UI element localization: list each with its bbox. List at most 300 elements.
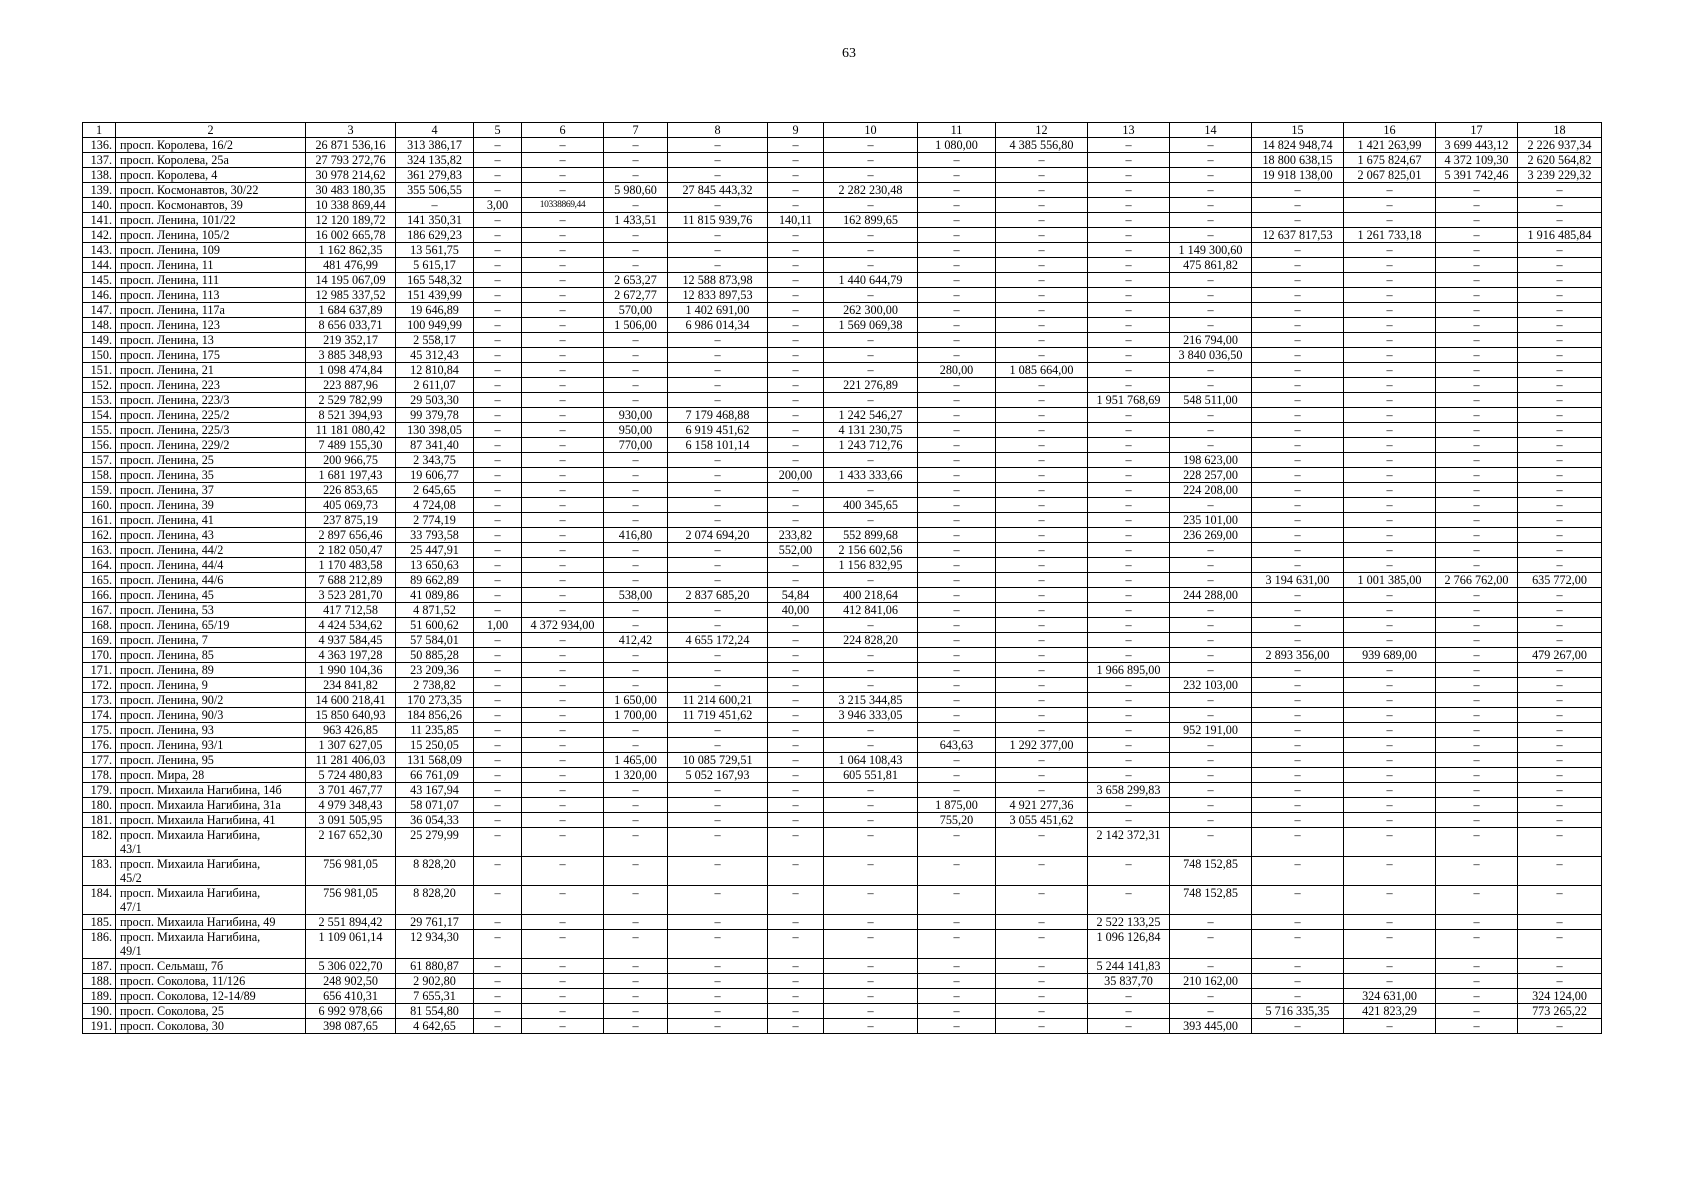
column-number-row — [83, 123, 1602, 138]
value-cell: – — [1344, 453, 1436, 468]
value-cell: 7 655,31 — [396, 989, 474, 1004]
column-number-cell: 16 — [1344, 123, 1436, 138]
column-number-cell: 18 — [1518, 123, 1602, 138]
value-cell: 30 483 180,35 — [306, 183, 396, 198]
value-cell: – — [1344, 768, 1436, 783]
value-cell: – — [1088, 708, 1170, 723]
row-number-cell: 179. — [83, 783, 116, 798]
value-cell: – — [996, 989, 1088, 1004]
value-cell: 361 279,83 — [396, 168, 474, 183]
value-cell: – — [604, 959, 668, 974]
value-cell: – — [824, 333, 918, 348]
value-cell: – — [1518, 857, 1602, 886]
value-cell: – — [1436, 303, 1518, 318]
value-cell: – — [474, 333, 522, 348]
value-cell: – — [996, 243, 1088, 258]
row-number-cell: 151. — [83, 363, 116, 378]
value-cell: – — [768, 243, 824, 258]
value-cell: 412,42 — [604, 633, 668, 648]
value-cell: 12 120 189,72 — [306, 213, 396, 228]
column-number-cell: 17 — [1436, 123, 1518, 138]
value-cell: – — [522, 228, 604, 243]
value-cell: – — [522, 558, 604, 573]
value-cell: – — [918, 153, 996, 168]
value-cell: – — [1170, 573, 1252, 588]
row-number-cell: 158. — [83, 468, 116, 483]
table-row — [83, 513, 1602, 528]
table-row — [83, 528, 1602, 543]
value-cell: 1 951 768,69 — [1088, 393, 1170, 408]
value-cell: – — [768, 198, 824, 213]
table-row — [83, 618, 1602, 633]
value-cell: – — [1170, 318, 1252, 333]
row-number-cell: 164. — [83, 558, 116, 573]
value-cell: – — [768, 498, 824, 513]
value-cell: – — [1252, 303, 1344, 318]
value-cell: – — [474, 915, 522, 930]
value-cell: – — [474, 783, 522, 798]
value-cell: 1 096 126,84 — [1088, 930, 1170, 959]
value-cell: – — [1436, 333, 1518, 348]
value-cell: – — [1252, 753, 1344, 768]
value-cell: 30 978 214,62 — [306, 168, 396, 183]
value-cell: 26 871 536,16 — [306, 138, 396, 153]
value-cell: – — [1344, 243, 1436, 258]
value-cell: 2 522 133,25 — [1088, 915, 1170, 930]
page-number: 63 — [842, 46, 856, 61]
address-cell: просп. Ленина, 39 — [116, 498, 306, 513]
value-cell: – — [918, 915, 996, 930]
value-cell: 2 182 050,47 — [306, 543, 396, 558]
value-cell: – — [522, 303, 604, 318]
value-cell: – — [1344, 393, 1436, 408]
value-cell: – — [1252, 783, 1344, 798]
value-cell: – — [522, 168, 604, 183]
value-cell: – — [668, 678, 768, 693]
value-cell: – — [522, 393, 604, 408]
value-cell: – — [1088, 198, 1170, 213]
value-cell: – — [522, 153, 604, 168]
address-cell: просп. Михаила Нагибина, 49 — [116, 915, 306, 930]
value-cell: – — [1436, 989, 1518, 1004]
address-cell: просп. Ленина, 9 — [116, 678, 306, 693]
value-cell: 417 712,58 — [306, 603, 396, 618]
value-cell: – — [604, 738, 668, 753]
value-cell: – — [996, 168, 1088, 183]
table-row — [83, 408, 1602, 423]
value-cell: – — [1518, 363, 1602, 378]
value-cell: 4 363 197,28 — [306, 648, 396, 663]
value-cell: – — [1170, 828, 1252, 857]
value-cell: 1 098 474,84 — [306, 363, 396, 378]
value-cell: – — [824, 989, 918, 1004]
row-number-cell: 172. — [83, 678, 116, 693]
value-cell: – — [996, 588, 1088, 603]
value-cell: 11 235,85 — [396, 723, 474, 738]
value-cell: – — [918, 989, 996, 1004]
value-cell: – — [1088, 228, 1170, 243]
value-cell: – — [768, 857, 824, 886]
value-cell: – — [522, 318, 604, 333]
value-cell: – — [1518, 468, 1602, 483]
value-cell: 8 828,20 — [396, 857, 474, 886]
value-cell: – — [604, 363, 668, 378]
value-cell: – — [1252, 393, 1344, 408]
value-cell: 1 080,00 — [918, 138, 996, 153]
value-cell: – — [918, 438, 996, 453]
address-cell: просп. Ленина, 21 — [116, 363, 306, 378]
value-cell: – — [824, 663, 918, 678]
value-cell: – — [1436, 228, 1518, 243]
value-cell: – — [1170, 798, 1252, 813]
table-row — [83, 768, 1602, 783]
value-cell: – — [522, 693, 604, 708]
value-cell: – — [1344, 813, 1436, 828]
value-cell: – — [768, 288, 824, 303]
value-cell: – — [996, 318, 1088, 333]
address-cell: просп. Ленина, 90/3 — [116, 708, 306, 723]
value-cell: – — [1088, 857, 1170, 886]
value-cell: – — [918, 768, 996, 783]
value-cell: – — [1518, 558, 1602, 573]
value-cell: – — [996, 783, 1088, 798]
value-cell: – — [1088, 153, 1170, 168]
value-cell: 4 921 277,36 — [996, 798, 1088, 813]
table-row — [83, 857, 1602, 886]
value-cell: – — [522, 708, 604, 723]
value-cell: – — [604, 1004, 668, 1019]
value-cell: – — [996, 213, 1088, 228]
value-cell: 200 966,75 — [306, 453, 396, 468]
value-cell: – — [668, 974, 768, 989]
value-cell: 952 191,00 — [1170, 723, 1252, 738]
value-cell: – — [604, 783, 668, 798]
value-cell: – — [522, 183, 604, 198]
value-cell: 16 002 665,78 — [306, 228, 396, 243]
value-cell: – — [1518, 453, 1602, 468]
value-cell: – — [918, 857, 996, 886]
value-cell: – — [1344, 423, 1436, 438]
value-cell: – — [996, 618, 1088, 633]
value-cell: – — [474, 243, 522, 258]
value-cell: – — [1518, 333, 1602, 348]
value-cell: – — [474, 930, 522, 959]
table-row — [83, 1019, 1602, 1034]
value-cell: – — [1518, 303, 1602, 318]
value-cell: – — [1344, 468, 1436, 483]
value-cell: – — [1436, 663, 1518, 678]
value-cell: – — [1252, 363, 1344, 378]
row-number-cell: 149. — [83, 333, 116, 348]
value-cell: 81 554,80 — [396, 1004, 474, 1019]
value-cell: – — [522, 633, 604, 648]
value-cell: – — [668, 558, 768, 573]
value-cell: – — [1344, 348, 1436, 363]
value-cell: – — [522, 378, 604, 393]
value-cell: – — [1088, 183, 1170, 198]
value-cell: – — [1518, 273, 1602, 288]
value-cell: – — [996, 768, 1088, 783]
value-cell: – — [996, 198, 1088, 213]
address-line: просп. Михаила Нагибина, — [120, 930, 261, 944]
value-cell: – — [1088, 738, 1170, 753]
value-cell: 1 149 300,60 — [1170, 243, 1252, 258]
value-cell: – — [474, 573, 522, 588]
value-cell: 200,00 — [768, 468, 824, 483]
value-cell: – — [918, 783, 996, 798]
value-cell: – — [668, 798, 768, 813]
value-cell: – — [474, 723, 522, 738]
value-cell: – — [604, 258, 668, 273]
value-cell: – — [1088, 288, 1170, 303]
value-cell: – — [918, 723, 996, 738]
value-cell: – — [996, 258, 1088, 273]
value-cell: 4 131 230,75 — [824, 423, 918, 438]
value-cell: – — [604, 603, 668, 618]
value-cell: – — [668, 138, 768, 153]
value-cell: – — [996, 453, 1088, 468]
value-cell: – — [996, 753, 1088, 768]
value-cell: – — [522, 828, 604, 857]
table-row — [83, 348, 1602, 363]
value-cell: 1,00 — [474, 618, 522, 633]
value-cell: – — [474, 273, 522, 288]
value-cell: 756 981,05 — [306, 857, 396, 886]
value-cell: – — [1344, 959, 1436, 974]
value-cell: 398 087,65 — [306, 1019, 396, 1034]
value-cell: – — [1088, 753, 1170, 768]
value-cell: 7 688 212,89 — [306, 573, 396, 588]
value-cell: – — [768, 783, 824, 798]
row-number-cell: 136. — [83, 138, 116, 153]
value-cell: – — [474, 438, 522, 453]
value-cell: – — [1252, 738, 1344, 753]
value-cell: – — [1088, 438, 1170, 453]
value-cell: – — [1252, 498, 1344, 513]
value-cell: – — [918, 708, 996, 723]
value-cell: – — [1344, 213, 1436, 228]
value-cell: 15 850 640,93 — [306, 708, 396, 723]
value-cell: – — [474, 498, 522, 513]
value-cell: 36 054,33 — [396, 813, 474, 828]
table-row — [83, 468, 1602, 483]
value-cell: 221 276,89 — [824, 378, 918, 393]
value-cell: 2 156 602,56 — [824, 543, 918, 558]
value-cell: – — [1252, 213, 1344, 228]
value-cell: – — [768, 438, 824, 453]
value-cell: – — [996, 886, 1088, 915]
value-cell: – — [1344, 798, 1436, 813]
value-cell: – — [522, 648, 604, 663]
value-cell: – — [474, 213, 522, 228]
value-cell: – — [768, 828, 824, 857]
value-cell: – — [1088, 273, 1170, 288]
value-cell: – — [474, 974, 522, 989]
value-cell: – — [474, 588, 522, 603]
value-cell: – — [474, 483, 522, 498]
value-cell: – — [918, 348, 996, 363]
value-cell: – — [1088, 498, 1170, 513]
value-cell: – — [1088, 243, 1170, 258]
value-cell: – — [522, 974, 604, 989]
value-cell: – — [522, 408, 604, 423]
address-cell: просп. Космонавтов, 39 — [116, 198, 306, 213]
value-cell: – — [768, 513, 824, 528]
value-cell: 170 273,35 — [396, 693, 474, 708]
value-cell: 25 279,99 — [396, 828, 474, 857]
value-cell: – — [1170, 228, 1252, 243]
value-cell: 40,00 — [768, 603, 824, 618]
value-cell: – — [1518, 753, 1602, 768]
value-cell: – — [918, 648, 996, 663]
value-cell: – — [918, 959, 996, 974]
value-cell: – — [824, 573, 918, 588]
value-cell: – — [1252, 558, 1344, 573]
address-cell: просп. Ленина, 111 — [116, 273, 306, 288]
value-cell: – — [768, 393, 824, 408]
value-cell: – — [1170, 543, 1252, 558]
value-cell: 1 001 385,00 — [1344, 573, 1436, 588]
address-cell: просп. Ленина, 43 — [116, 528, 306, 543]
value-cell: – — [604, 453, 668, 468]
value-cell: – — [996, 915, 1088, 930]
column-number-cell: 4 — [396, 123, 474, 138]
value-cell: – — [918, 183, 996, 198]
address-line: 49/1 — [120, 944, 142, 958]
value-cell: – — [474, 708, 522, 723]
value-cell: – — [474, 138, 522, 153]
address-cell: просп. Ленина, 229/2 — [116, 438, 306, 453]
value-cell: – — [668, 603, 768, 618]
value-cell: – — [1518, 974, 1602, 989]
value-cell: – — [1252, 857, 1344, 886]
row-number-cell: 168. — [83, 618, 116, 633]
column-number-cell: 11 — [918, 123, 996, 138]
value-cell: – — [522, 989, 604, 1004]
value-cell: – — [1252, 723, 1344, 738]
value-cell: 19 606,77 — [396, 468, 474, 483]
value-cell: – — [996, 513, 1088, 528]
column-number-cell: 3 — [306, 123, 396, 138]
value-cell: – — [668, 783, 768, 798]
address-cell: просп. Ленина, 109 — [116, 243, 306, 258]
value-cell: 19 918 138,00 — [1252, 168, 1344, 183]
value-cell: – — [768, 228, 824, 243]
value-cell: 355 506,55 — [396, 183, 474, 198]
value-cell: 1 421 263,99 — [1344, 138, 1436, 153]
value-cell: – — [918, 886, 996, 915]
value-cell: – — [1518, 693, 1602, 708]
value-cell: 6 986 014,34 — [668, 318, 768, 333]
value-cell: – — [1344, 513, 1436, 528]
value-cell: – — [1436, 453, 1518, 468]
value-cell: 5 724 480,83 — [306, 768, 396, 783]
value-cell: 1 402 691,00 — [668, 303, 768, 318]
address-cell: просп. Ленина, 175 — [116, 348, 306, 363]
value-cell: 6 992 978,66 — [306, 1004, 396, 1019]
value-cell: – — [1518, 213, 1602, 228]
value-cell: 3 885 348,93 — [306, 348, 396, 363]
value-cell: – — [1170, 768, 1252, 783]
value-cell: – — [824, 138, 918, 153]
address-line: 43/1 — [120, 842, 142, 856]
value-cell: – — [474, 348, 522, 363]
row-number-cell: 184. — [83, 886, 116, 915]
value-cell: 570,00 — [604, 303, 668, 318]
value-cell: 1 440 644,79 — [824, 273, 918, 288]
value-cell: – — [1088, 333, 1170, 348]
value-cell: – — [668, 258, 768, 273]
value-cell: – — [1252, 513, 1344, 528]
value-cell: – — [768, 753, 824, 768]
value-cell: 324 631,00 — [1344, 989, 1436, 1004]
value-cell: 656 410,31 — [306, 989, 396, 1004]
value-cell: – — [1518, 183, 1602, 198]
value-cell: – — [1436, 603, 1518, 618]
value-cell: 3 701 467,77 — [306, 783, 396, 798]
value-cell: – — [474, 648, 522, 663]
value-cell: – — [1088, 138, 1170, 153]
value-cell: 1 569 069,38 — [824, 318, 918, 333]
value-cell: – — [1170, 1004, 1252, 1019]
value-cell: – — [768, 618, 824, 633]
value-cell: – — [768, 1004, 824, 1019]
value-cell: – — [996, 723, 1088, 738]
value-cell: – — [1252, 483, 1344, 498]
value-cell: 1 684 637,89 — [306, 303, 396, 318]
value-cell: 226 853,65 — [306, 483, 396, 498]
value-cell: 5 716 335,35 — [1252, 1004, 1344, 1019]
value-cell: – — [768, 959, 824, 974]
value-cell: – — [668, 813, 768, 828]
value-cell: 61 880,87 — [396, 959, 474, 974]
value-cell: – — [1088, 693, 1170, 708]
value-cell: – — [918, 273, 996, 288]
value-cell: 930,00 — [604, 408, 668, 423]
value-cell: – — [604, 813, 668, 828]
value-cell: – — [918, 483, 996, 498]
value-cell: 219 352,17 — [306, 333, 396, 348]
value-cell: – — [996, 183, 1088, 198]
table-row — [83, 558, 1602, 573]
table-row — [83, 213, 1602, 228]
value-cell: – — [1088, 303, 1170, 318]
table-row — [83, 333, 1602, 348]
value-cell: – — [474, 857, 522, 886]
value-cell: 2 558,17 — [396, 333, 474, 348]
value-cell: 12 637 817,53 — [1252, 228, 1344, 243]
value-cell: – — [824, 798, 918, 813]
row-number-cell: 180. — [83, 798, 116, 813]
table-row — [83, 1004, 1602, 1019]
address-cell: просп. Ленина, 44/6 — [116, 573, 306, 588]
row-number-cell: 140. — [83, 198, 116, 213]
value-cell: – — [1344, 633, 1436, 648]
value-cell: – — [1436, 528, 1518, 543]
value-cell: – — [474, 318, 522, 333]
value-cell: 131 568,09 — [396, 753, 474, 768]
address-cell: просп. Ленина, 113 — [116, 288, 306, 303]
value-cell: – — [918, 288, 996, 303]
address-cell: просп. Ленина, 25 — [116, 453, 306, 468]
value-cell: 262 300,00 — [824, 303, 918, 318]
value-cell: – — [1436, 693, 1518, 708]
value-cell: – — [522, 258, 604, 273]
value-cell: 1 320,00 — [604, 768, 668, 783]
row-number-cell: 142. — [83, 228, 116, 243]
value-cell: – — [824, 783, 918, 798]
value-cell: – — [824, 168, 918, 183]
